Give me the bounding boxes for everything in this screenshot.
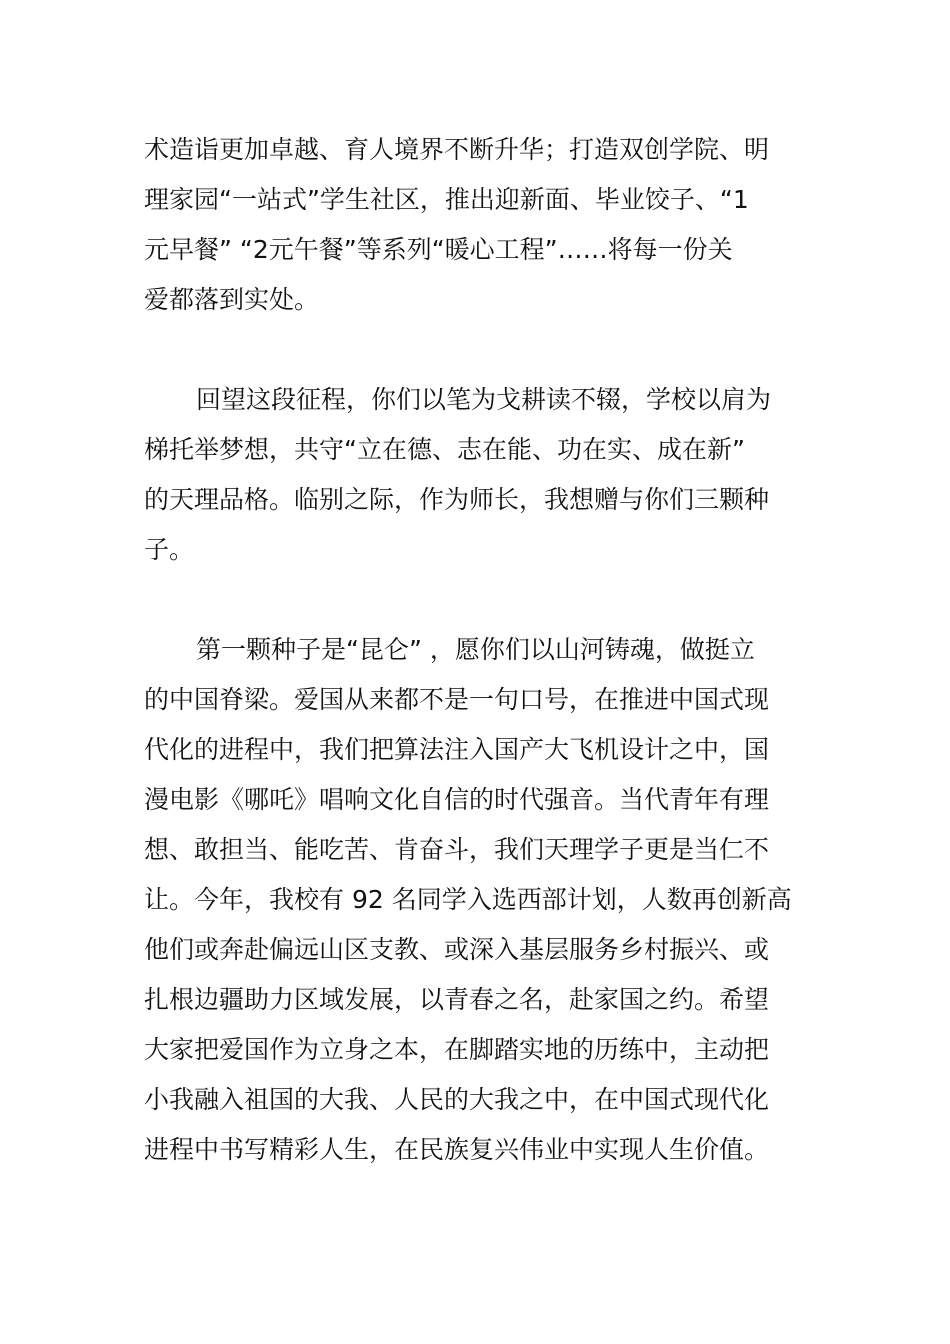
text-line: 梯托举梦想，共守“立在德、志在能、功在实、成在新” — [144, 435, 745, 464]
text-line: 扎根边疆助力区域发展，以青春之名，赴家国之约。希望 — [144, 985, 770, 1014]
text-line: 爱都落到实处。 — [144, 285, 320, 314]
paragraph-3 — [144, 625, 806, 1175]
text-line: 进程中书写精彩人生，在民族复兴伟业中实现人生价值。 — [144, 1135, 770, 1164]
paragraph-spacer — [144, 325, 806, 375]
text-line: 代化的进程中，我们把算法注入国产大飞机设计之中，国 — [144, 735, 770, 764]
text-line: 想、敢担当、能吃苦、肯奋斗，我们天理学子更是当仁不 — [144, 835, 770, 864]
text-line: 的天理品格。临别之际，作为师长，我想赠与你们三颗种 — [144, 485, 770, 514]
text-line: 理家园“一站式”学生社区，推出迎新面、毕业饺子、“1 — [144, 185, 749, 214]
paragraph-1 — [144, 125, 806, 325]
paragraph-spacer — [144, 575, 806, 625]
text-line: 子。 — [144, 535, 195, 564]
text-line: 第一颗种子是“昆仑” ，愿你们以山河铸魂，做挺立 — [196, 635, 755, 664]
text-line: 元早餐” “2元午餐”等系列“暖心工程”……将每一份关 — [144, 235, 733, 264]
text-line: 漫电影《哪吒》唱响文化自信的时代强音。当代青年有理 — [144, 785, 770, 814]
text-line: 小我融入祖国的大我、人民的大我之中，在中国式现代化 — [144, 1085, 770, 1114]
paragraph-2 — [144, 375, 806, 575]
text-line: 回望这段征程，你们以笔为戈耕读不辍，学校以肩为 — [196, 385, 772, 414]
text-line: 的中国脊梁。爱国从来都不是一句口号，在推进中国式现 — [144, 685, 770, 714]
text-line: 让。今年，我校有 92 名同学入选西部计划，人数再创新高 — [144, 885, 792, 914]
text-line: 术造诣更加卓越、育人境界不断升华；打造双创学院、明 — [144, 135, 770, 164]
text-line: 大家把爱国作为立身之本，在脚踏实地的历练中，主动把 — [144, 1035, 770, 1064]
document-body — [144, 125, 806, 1175]
text-line: 他们或奔赴偏远山区支教、或深入基层服务乡村振兴、或 — [144, 935, 770, 964]
